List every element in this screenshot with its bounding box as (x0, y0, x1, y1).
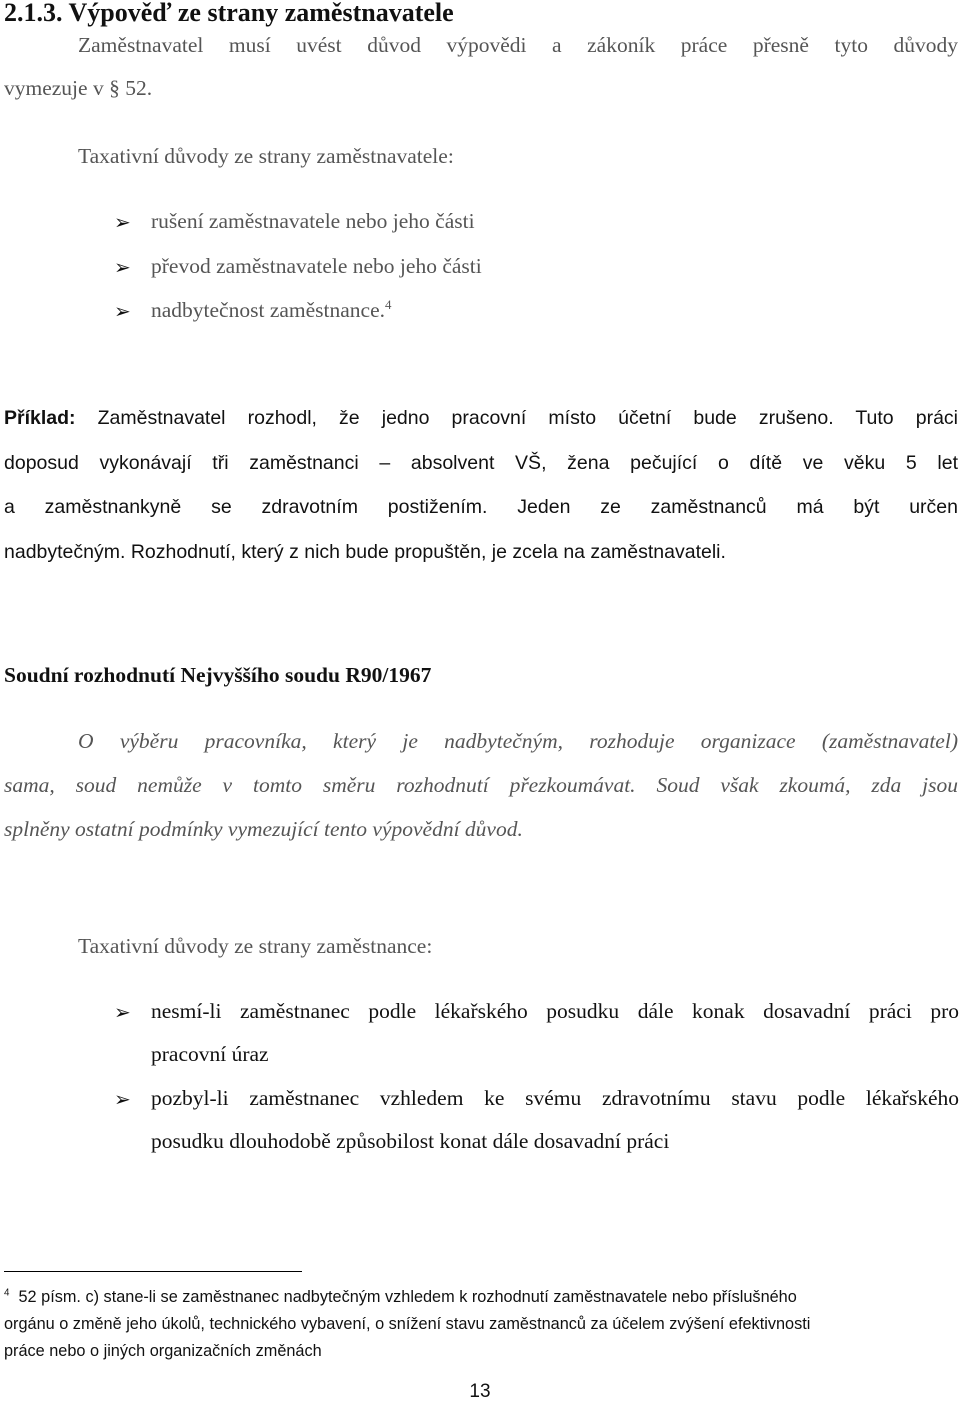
employer-reason-item (151, 298, 391, 323)
employee-reason-1-line-2: pracovní úraz (151, 1042, 269, 1066)
section-heading: 2.1.3. Výpověď ze strany zaměstnavatele (4, 0, 454, 27)
page-number: 13 (469, 1381, 491, 1402)
intro-line-1: Zaměstnavatel musí uvést důvod výpovědi a zákoník práce přesně tyto důvody (78, 33, 958, 57)
employer-reason-item-text: nadbytečnost zaměstnance. (151, 298, 386, 322)
court-line-1: O výběru pracovníka, který je nadbytečným, rozhoduje organizace (zaměstnavatel) (78, 729, 958, 753)
example-line-3: a zaměstnankyně se zdravotním postižením. Jeden ze zaměstnanců má být určen (4, 496, 958, 518)
footnote (4, 1284, 949, 1365)
footnote-line-1 (4, 1284, 949, 1311)
court-line-2: sama, soud nemůže v tomto směru rozhodnutí přezkoumávat. Soud však zkoumá, zda jsou (4, 773, 958, 797)
employer-reason-item: rušení zaměstnavatele nebo jeho části (151, 209, 475, 233)
intro-line-2: vymezuje v § 52. (4, 76, 153, 100)
employee-reason-item (151, 990, 959, 1076)
footnote-ref: 4 (385, 297, 392, 312)
employee-reasons-title: Taxativní důvody ze strany zaměstnance: (78, 934, 433, 958)
example-line-4: nadbytečným. Rozhodnutí, který z nich bude propuštěn, je zcela na zaměstnavateli. (4, 540, 726, 563)
footnote-separator (4, 1271, 302, 1272)
court-decision-title: Soudní rozhodnutí Nejvyššího soudu R90/1967 (4, 663, 432, 687)
court-decision-text (4, 719, 958, 851)
arrow-bullet-icon: ➢ (114, 1002, 131, 1024)
footnote-line-2: orgánu o změně jeho úkolů, technického vybavení, o snížení stavu zaměstnanců za účelem zvýšení efektivnosti (4, 1315, 811, 1333)
example-line-2: doposud vykonávají tři zaměstnanci – absolvent VŠ, žena pečující o dítě ve věku 5 let (4, 451, 958, 474)
court-line-3: splněny ostatní podmínky vymezující tento výpovědní důvod. (4, 817, 523, 841)
arrow-bullet-icon: ➢ (114, 1089, 131, 1111)
example-paragraph (4, 396, 958, 574)
arrow-bullet-icon: ➢ (114, 257, 131, 279)
employer-reason-item: převod zaměstnavatele nebo jeho části (151, 254, 482, 278)
arrow-bullet-icon: ➢ (114, 301, 131, 323)
example-line-1 (4, 396, 958, 441)
footnote-line-1-text: 52 písm. c) stane-li se zaměstnanec nadbytečným vzhledem k rozhodnutí zaměstnavatele nebo příslušného (18, 1288, 797, 1306)
employee-reason-2-line-2: posudku dlouhodobě způsobilost konat dále dosavadní práci (151, 1129, 670, 1153)
employee-reason-item (151, 1077, 959, 1163)
example-line-1-text: Zaměstnavatel rozhodl, že jedno pracovní místo účetní bude zrušeno. Tuto práci (97, 407, 959, 429)
intro-paragraph (4, 24, 958, 110)
employee-reason-1-line-1: nesmí-li zaměstnanec podle lékařského posudku dále konak dosavadní práci pro (151, 999, 959, 1023)
arrow-bullet-icon: ➢ (114, 212, 131, 234)
footnote-number: 4 (4, 1287, 10, 1299)
employer-reasons-title: Taxativní důvody ze strany zaměstnavatele: (78, 144, 454, 168)
example-label: Příklad: (4, 407, 76, 429)
employee-reason-2-line-1: pozbyl-li zaměstnanec vzhledem ke svému zdravotnímu stavu podle lékařského (151, 1086, 959, 1110)
footnote-line-3: práce nebo o jiných organizačních změnách (4, 1342, 322, 1360)
